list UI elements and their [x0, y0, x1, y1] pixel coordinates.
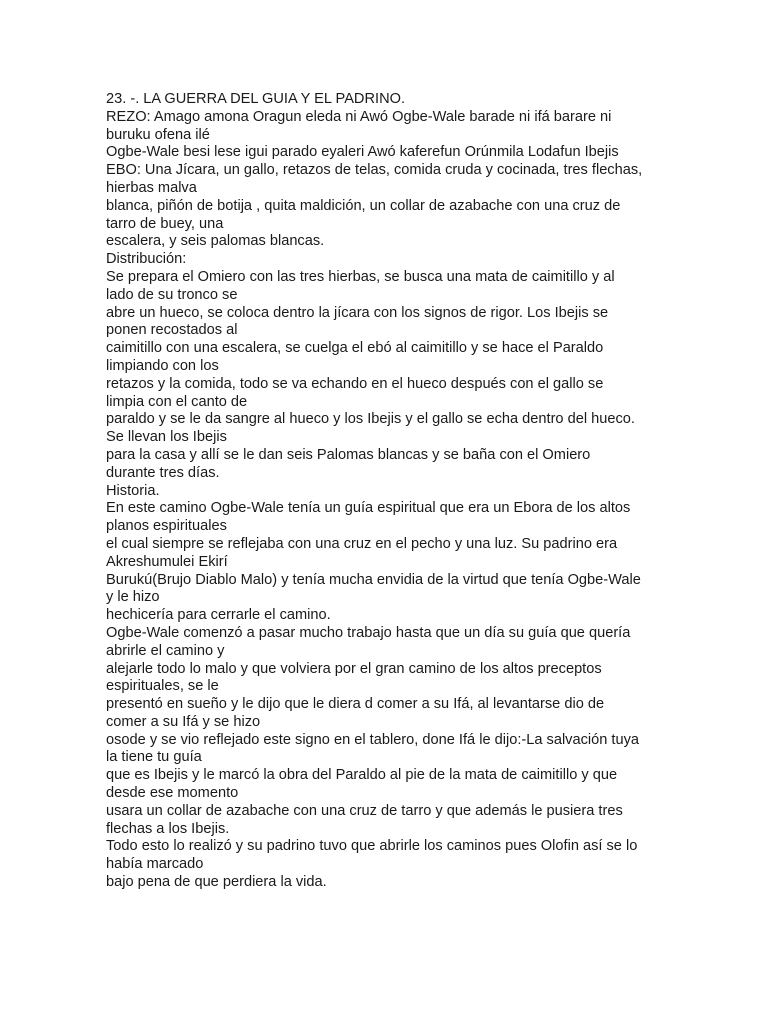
text-line: el cual siempre se reflejaba con una cruz en el pecho y una luz. Su padrino era: [106, 535, 618, 552]
text-line: abre un hueco, se coloca dentro la jícara con los signos de rigor. Los Ibejis se: [106, 304, 609, 321]
text-line: usara un collar de azabache con una cruz de tarro y que además le pusiera tres: [106, 802, 623, 819]
document-body: [106, 91, 666, 892]
text-line: Ogbe-Wale comenzó a pasar mucho trabajo hasta que un día su guía que quería: [106, 624, 631, 641]
text-line: blanca, piñón de botija , quita maldición, un collar de azabache con una cruz de: [106, 197, 621, 214]
text-line: Se prepara el Omiero con las tres hierbas, se busca una mata de caimitillo y al: [106, 268, 615, 285]
text-line: escalera, y seis palomas blancas.: [106, 233, 325, 250]
text-line: alejarle todo lo malo y que volviera por el gran camino de los altos preceptos: [106, 660, 602, 677]
text-line: presentó en sueño y le dijo que le diera d comer a su Ifá, al levantarse dio de: [106, 696, 605, 713]
text-line: lado de su tronco se: [106, 286, 238, 303]
text-line: planos espirituales: [106, 518, 227, 535]
text-line: para la casa y allí se le dan seis Palomas blancas y se baña con el Omiero: [106, 446, 591, 463]
text-line: limpia con el canto de: [106, 393, 248, 410]
text-line: En este camino Ogbe-Wale tenía un guía espiritual que era un Ebora de los altos: [106, 500, 631, 517]
text-line: buruku ofena ilé: [106, 126, 210, 143]
text-line: abrirle el camino y: [106, 642, 225, 659]
text-line: flechas a los Ibejis.: [106, 820, 230, 837]
text-line: Todo esto lo realizó y su padrino tuvo que abrirle los caminos pues Olofin así se lo: [106, 838, 638, 855]
text-line: REZO: Amago amona Oragun eleda ni Awó Ogbe-Wale barade ni ifá barare ni: [106, 108, 612, 125]
text-line: espirituales, se le: [106, 678, 219, 695]
document-title: 23. -. LA GUERRA DEL GUIA Y EL PADRINO.: [106, 91, 406, 107]
text-line: que es Ibejis y le marcó la obra del Paraldo al pie de la mata de caimitillo y que: [106, 767, 618, 784]
text-line: había marcado: [106, 856, 204, 873]
text-line: tarro de buey, una: [106, 215, 224, 232]
text-line: y le hizo: [106, 589, 160, 606]
text-line: Burukú(Brujo Diablo Malo) y tenía mucha envidia de la virtud que tenía Ogbe-Wale: [106, 571, 641, 588]
text-line: bajo pena de que perdiera la vida.: [106, 874, 327, 891]
text-line: paraldo y se le da sangre al hueco y los Ibejis y el gallo se echa dentro del hueco.: [106, 411, 635, 428]
text-line: retazos y la comida, todo se va echando en el hueco después con el gallo se: [106, 375, 604, 392]
text-line: Se llevan los Ibejis: [106, 429, 227, 446]
text-line: caimitillo con una escalera, se cuelga el ebó al caimitillo y se hace el Paraldo: [106, 340, 604, 357]
text-line: durante tres días.: [106, 464, 220, 481]
text-line: hierbas malva: [106, 179, 197, 196]
text-line: ponen recostados al: [106, 322, 238, 339]
text-line: limpiando con los: [106, 357, 219, 374]
section-heading-historia: Historia.: [106, 482, 160, 499]
text-line: EBO: Una Jícara, un gallo, retazos de telas, comida cruda y cocinada, tres flechas,: [106, 162, 643, 179]
text-line: comer a su Ifá y se hizo: [106, 713, 261, 730]
text-line: osode y se vio reflejado este signo en el tablero, done Ifá le dijo:-La salvación tuya: [106, 731, 640, 748]
text-line: Ogbe-Wale besi lese igui parado eyaleri Awó kaferefun Orúnmila Lodafun Ibejis: [106, 144, 619, 161]
text-line: Akreshumulei Ekirí: [106, 553, 228, 570]
section-heading-distribucion: Distribución:: [106, 251, 187, 268]
text-line: hechicería para cerrarle el camino.: [106, 607, 331, 624]
text-line: la tiene tu guía: [106, 749, 202, 766]
text-line: desde ese momento: [106, 785, 239, 802]
